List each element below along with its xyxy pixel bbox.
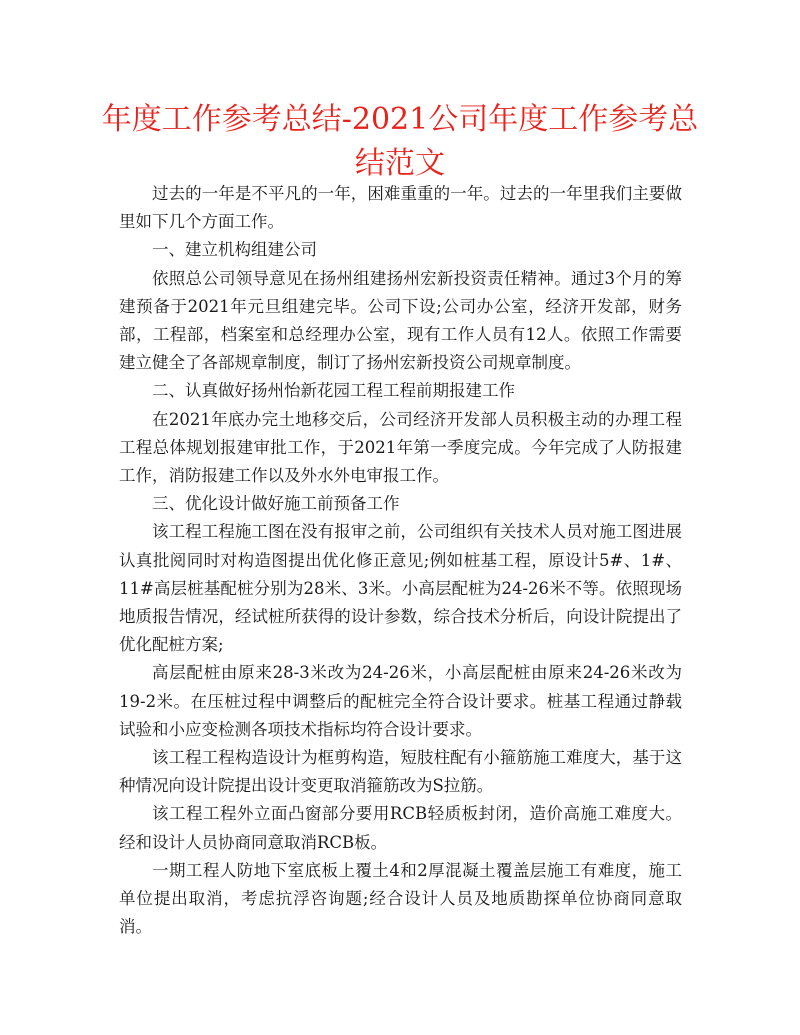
section-heading-1: 一、建立机构组建公司 [152, 240, 317, 260]
paragraph: 高层配桩由原来28-3米改为24-26米，小高层配桩由原来24-26米改为19-2米。在压桩过程中调整后的配桩完全符合设计要求。桩基工程通过静载试验和小应变检测各项技术指标均符合设计要求。 [119, 663, 682, 739]
section-heading-2: 二、认真做好扬州怡新花园工程工程前期报建工作 [152, 381, 515, 401]
paragraph: 依照总公司领导意见在扬州组建扬州宏新投资责任精神。通过3个月的筹建预备于2021年元旦组建完毕。公司下设;公司办公室，经济开发部，财务部，工程部，档案室和总经理办公室，现有工作人员有12人。依照工作需要建立健全了各部规章制度，制订了扬州宏新投资公司规章制度。 [119, 268, 682, 373]
document-title: 年度工作参考总结-2021公司年度工作参考总结范文 [101, 102, 699, 181]
paragraph: 该工程工程构造设计为框剪构造，短肢柱配有小箍筋施工难度大，基于这种情况向设计院提出设计变更取消箍筋改为S拉筋。 [119, 748, 682, 796]
paragraph: 一期工程人防地下室底板上覆土4和2厚混凝土覆盖层施工有难度，施工单位提出取消，考虑抗浮咨询题;经合设计人员及地质勘探单位协商同意取消。 [119, 860, 682, 937]
section-heading-3: 三、优化设计做好施工前预备工作 [152, 494, 400, 514]
paragraph: 该工程工程施工图在没有报审之前，公司组织有关技术人员对施工图进展认真批阅同时对构造图提出优化修正意见;例如桩基工程，原设计5#、1#、11#高层桩基配桩分别为28米、3米。小高层配桩为24-26米不等。依照现场地质报告情况，经试桩所获得的设计参数，综合技术分析后，向设计院提出了优化配桩方案; [119, 522, 682, 655]
paragraph: 在2021年底办完土地移交后，公司经济开发部人员积极主动的办理工程工程总体规划报建审批工作，于2021年第一季度完成。今年完成了人防报建工作，消防报建工作以及外水外电审报工作。 [119, 409, 682, 486]
paragraph: 该工程工程外立面凸窗部分要用RCB轻质板封闭，造价高施工难度大。经和设计人员协商同意取消RCB板。 [119, 804, 682, 852]
document-body [119, 180, 682, 941]
paragraph-intro: 过去的一年是不平凡的一年，困难重重的一年。过去的一年里我们主要做里如下几个方面工作。 [119, 184, 682, 232]
